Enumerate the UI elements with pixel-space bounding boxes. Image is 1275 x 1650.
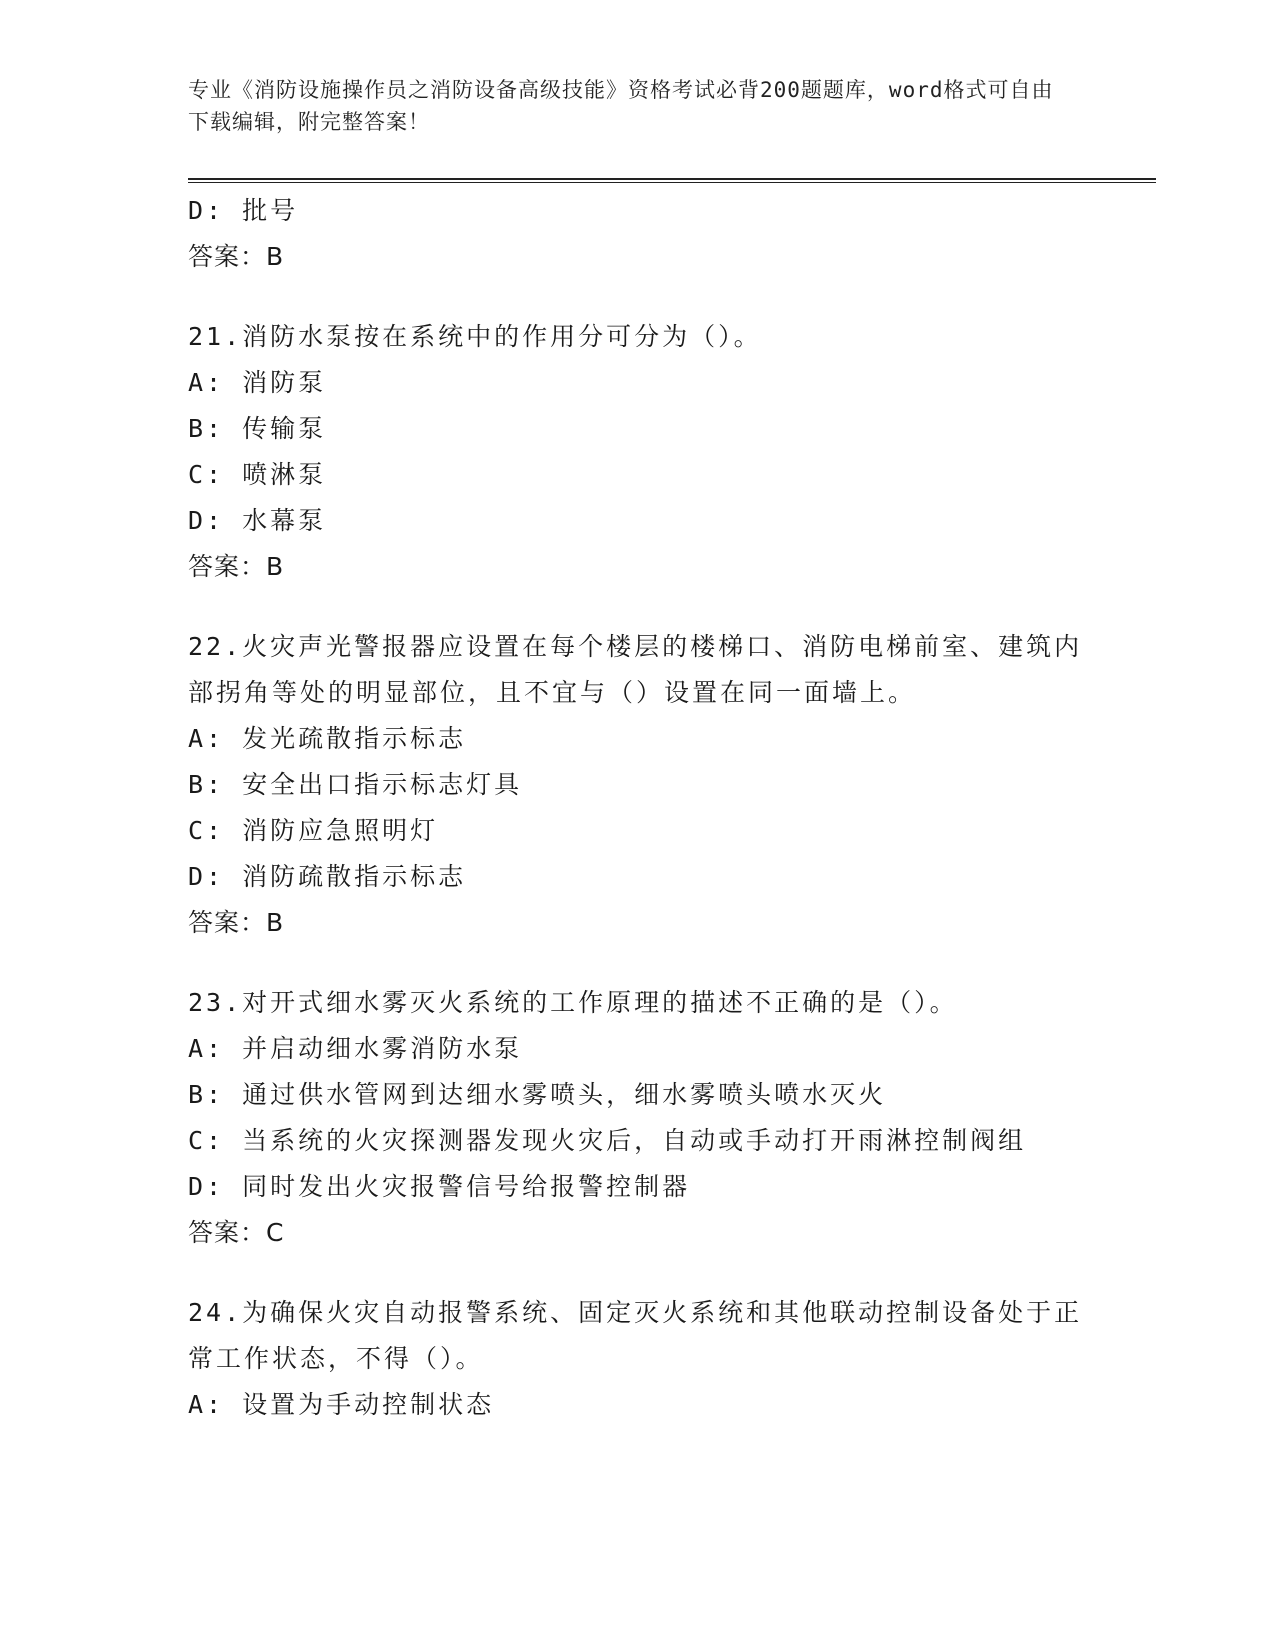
question-stem: 21.消防水泵按在系统中的作用分可分为（）。: [188, 322, 762, 351]
option-c: C: 当系统的火灾探测器发现火灾后，自动或手动打开雨淋控制阀组: [188, 1126, 1027, 1155]
option-b: B: 通过供水管网到达细水雾喷头，细水雾喷头喷水灭火: [188, 1080, 887, 1109]
answer-line: 答案：C: [188, 1218, 285, 1247]
option-c: C: 消防应急照明灯: [188, 816, 439, 845]
document-body: [188, 188, 1088, 1428]
header-divider: [188, 178, 1156, 183]
header-text: 专业《消防设施操作员之消防设备高级技能》资格考试必背200题题库，word格式可自由下载编辑，附完整答案！: [188, 78, 1054, 134]
option-d: D: 水幕泵: [188, 506, 327, 535]
answer-line: 答案：B: [188, 908, 285, 937]
question-22: [188, 624, 1088, 946]
question-stem: 22.火灾声光警报器应设置在每个楼层的楼梯口、消防电梯前室、建筑内部拐角等处的明显部位，且不宜与（）设置在同一面墙上。: [188, 632, 1083, 707]
option-c: C: 喷淋泵: [188, 460, 327, 489]
option-b: B: 安全出口指示标志灯具: [188, 770, 523, 799]
answer-line: 答案：B: [188, 552, 285, 581]
option-a: A: 发光疏散指示标志: [188, 724, 467, 753]
page-header: [188, 74, 1068, 138]
carryover-question: [188, 188, 1088, 280]
question-stem: 24.为确保火灾自动报警系统、固定灭火系统和其他联动控制设备处于正常工作状态，不得（）。: [188, 1298, 1083, 1373]
option-a: A: 并启动细水雾消防水泵: [188, 1034, 523, 1063]
question-23: [188, 980, 1088, 1256]
question-24: [188, 1290, 1088, 1428]
question-stem: 23.对开式细水雾灭火系统的工作原理的描述不正确的是（）。: [188, 988, 958, 1017]
option-d: D: 消防疏散指示标志: [188, 862, 467, 891]
option-a: A: 设置为手动控制状态: [188, 1390, 495, 1419]
option-d: D: 批号: [188, 196, 299, 225]
question-21: [188, 314, 1088, 590]
option-d: D: 同时发出火灾报警信号给报警控制器: [188, 1172, 691, 1201]
answer-line: 答案：B: [188, 242, 285, 271]
option-b: B: 传输泵: [188, 414, 327, 443]
option-a: A: 消防泵: [188, 368, 327, 397]
